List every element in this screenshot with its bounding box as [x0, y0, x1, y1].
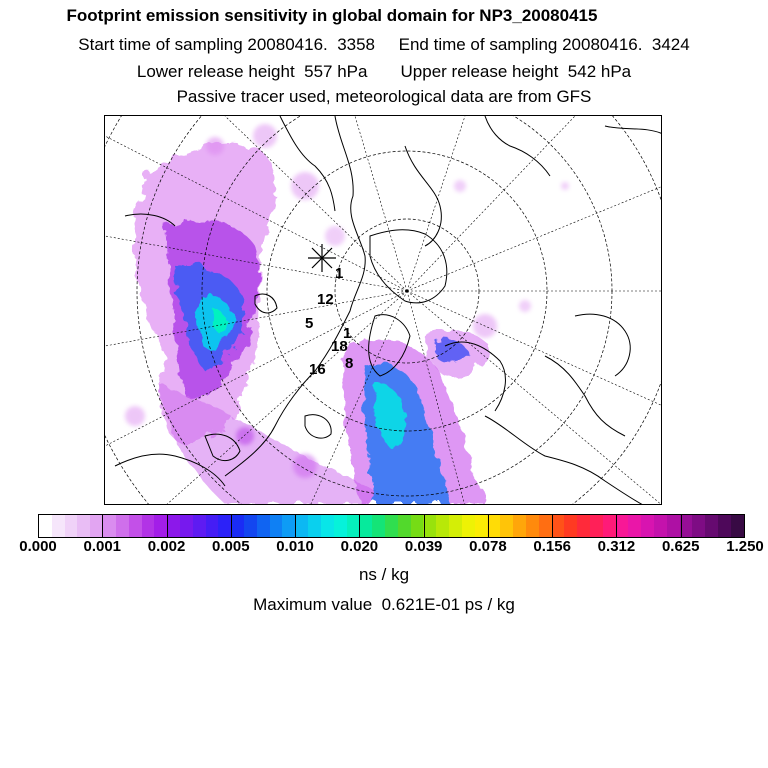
plot-title: Footprint emission sensitivity in global domain for NP3_20080415	[66, 6, 598, 25]
max-value-label: Maximum value 0.621E-01 ps / kg	[253, 595, 515, 614]
colorbar-tick-label: 0.156	[533, 538, 571, 555]
colorbar-cell	[218, 515, 231, 537]
colorbar-tick-label: 0.002	[147, 538, 186, 555]
release-point-cross	[308, 244, 336, 272]
colorbar-cell	[526, 515, 539, 537]
colorbar-cell	[193, 515, 206, 537]
colorbar-cell	[103, 515, 116, 537]
colorbar-cell	[154, 515, 167, 537]
colorbar-tick-label: 0.020	[340, 538, 379, 555]
colorbar-cell	[334, 515, 347, 537]
colorbar-cell	[206, 515, 219, 537]
colorbar-cell	[731, 515, 744, 537]
colorbar-cell	[500, 515, 513, 537]
colorbar	[38, 514, 745, 538]
colorbar-cell	[347, 515, 360, 537]
release-label: 8	[345, 355, 354, 372]
release-label: 1	[335, 265, 344, 282]
colorbar-tick-label: 0.005	[212, 538, 250, 555]
colorbar-cell	[231, 515, 244, 537]
colorbar-cell	[718, 515, 731, 537]
colorbar-cell	[180, 515, 193, 537]
colorbar-cell	[564, 515, 577, 537]
colorbar-cell	[129, 515, 142, 537]
colorbar-tickmark	[681, 514, 682, 538]
colorbar-tick-label: 0.625	[661, 538, 700, 555]
colorbar-cell	[167, 515, 180, 537]
colorbar-tickmark	[552, 514, 553, 538]
colorbar-cell	[475, 515, 488, 537]
colorbar-cell	[436, 515, 449, 537]
colorbar-tick-label: 0.001	[83, 538, 122, 555]
colorbar-tickmark	[616, 514, 617, 538]
colorbar-cell	[590, 515, 603, 537]
colorbar-tickmark	[167, 514, 168, 538]
map-canvas	[105, 116, 662, 505]
colorbar-cell	[539, 515, 552, 537]
colorbar-tick-label: 0.039	[404, 538, 443, 555]
colorbar-cell	[270, 515, 283, 537]
colorbar-cell	[359, 515, 372, 537]
colorbar-cell	[308, 515, 321, 537]
colorbar-cell	[411, 515, 424, 537]
colorbar-tickmark	[231, 514, 232, 538]
colorbar-cell	[77, 515, 90, 537]
release-label: 12	[317, 291, 334, 308]
release-label: 1	[343, 325, 352, 342]
colorbar-cell	[462, 515, 475, 537]
colorbar-cell	[705, 515, 718, 537]
colorbar-cell	[142, 515, 155, 537]
colorbar-tick-label: 0.312	[597, 538, 636, 555]
colorbar-cell	[385, 515, 398, 537]
colorbar-tick-label: 1.250	[726, 538, 764, 555]
colorbar-cell	[667, 515, 680, 537]
colorbar-tickmark	[102, 514, 103, 538]
colorbar-cell	[628, 515, 641, 537]
colorbar-cell	[398, 515, 411, 537]
sampling-time-line: Start time of sampling 20080416. 3358 End time of sampling 20080416. 3424	[78, 35, 690, 54]
colorbar-tick-label: 0.078	[469, 538, 507, 555]
colorbar-tickmark	[424, 514, 425, 538]
colorbar-cell	[52, 515, 65, 537]
colorbar-cell	[577, 515, 590, 537]
colorbar-cell	[603, 515, 616, 537]
colorbar-cell	[692, 515, 705, 537]
colorbar-cell	[257, 515, 270, 537]
release-height-line: Lower release height 557 hPa Upper release height 542 hPa	[136, 62, 632, 81]
colorbar-cell	[282, 515, 295, 537]
colorbar-cell	[513, 515, 526, 537]
colorbar-cell	[641, 515, 654, 537]
release-label: 5	[305, 315, 314, 332]
colorbar-cell	[654, 515, 667, 537]
footprint-map	[104, 115, 662, 505]
colorbar-cell	[449, 515, 462, 537]
colorbar-tickmark	[359, 514, 360, 538]
colorbar-tick-label: 0.000	[19, 538, 57, 555]
colorbar-cell	[552, 515, 565, 537]
colorbar-cell	[372, 515, 385, 537]
colorbar-cell	[244, 515, 257, 537]
release-label: 16	[309, 361, 326, 378]
colorbar-tickmark	[488, 514, 489, 538]
colorbar-cell	[487, 515, 500, 537]
colorbar-cell	[321, 515, 334, 537]
colorbar-tickmark	[295, 514, 296, 538]
colorbar-cell	[616, 515, 629, 537]
colorbar-cell	[423, 515, 436, 537]
colorbar-cell	[116, 515, 129, 537]
colorbar-cell	[39, 515, 52, 537]
release-labels	[305, 265, 353, 378]
units-label: ns / kg	[358, 565, 410, 584]
tracer-info-line: Passive tracer used, meteorological data are from GFS	[176, 87, 592, 106]
colorbar-tick-label: 0.010	[276, 538, 314, 555]
colorbar-cell	[295, 515, 308, 537]
release-label: 18	[331, 338, 348, 355]
colorbar-cell	[90, 515, 103, 537]
sensitivity-plume-atlantic	[344, 331, 490, 504]
colorbar-cell	[65, 515, 78, 537]
